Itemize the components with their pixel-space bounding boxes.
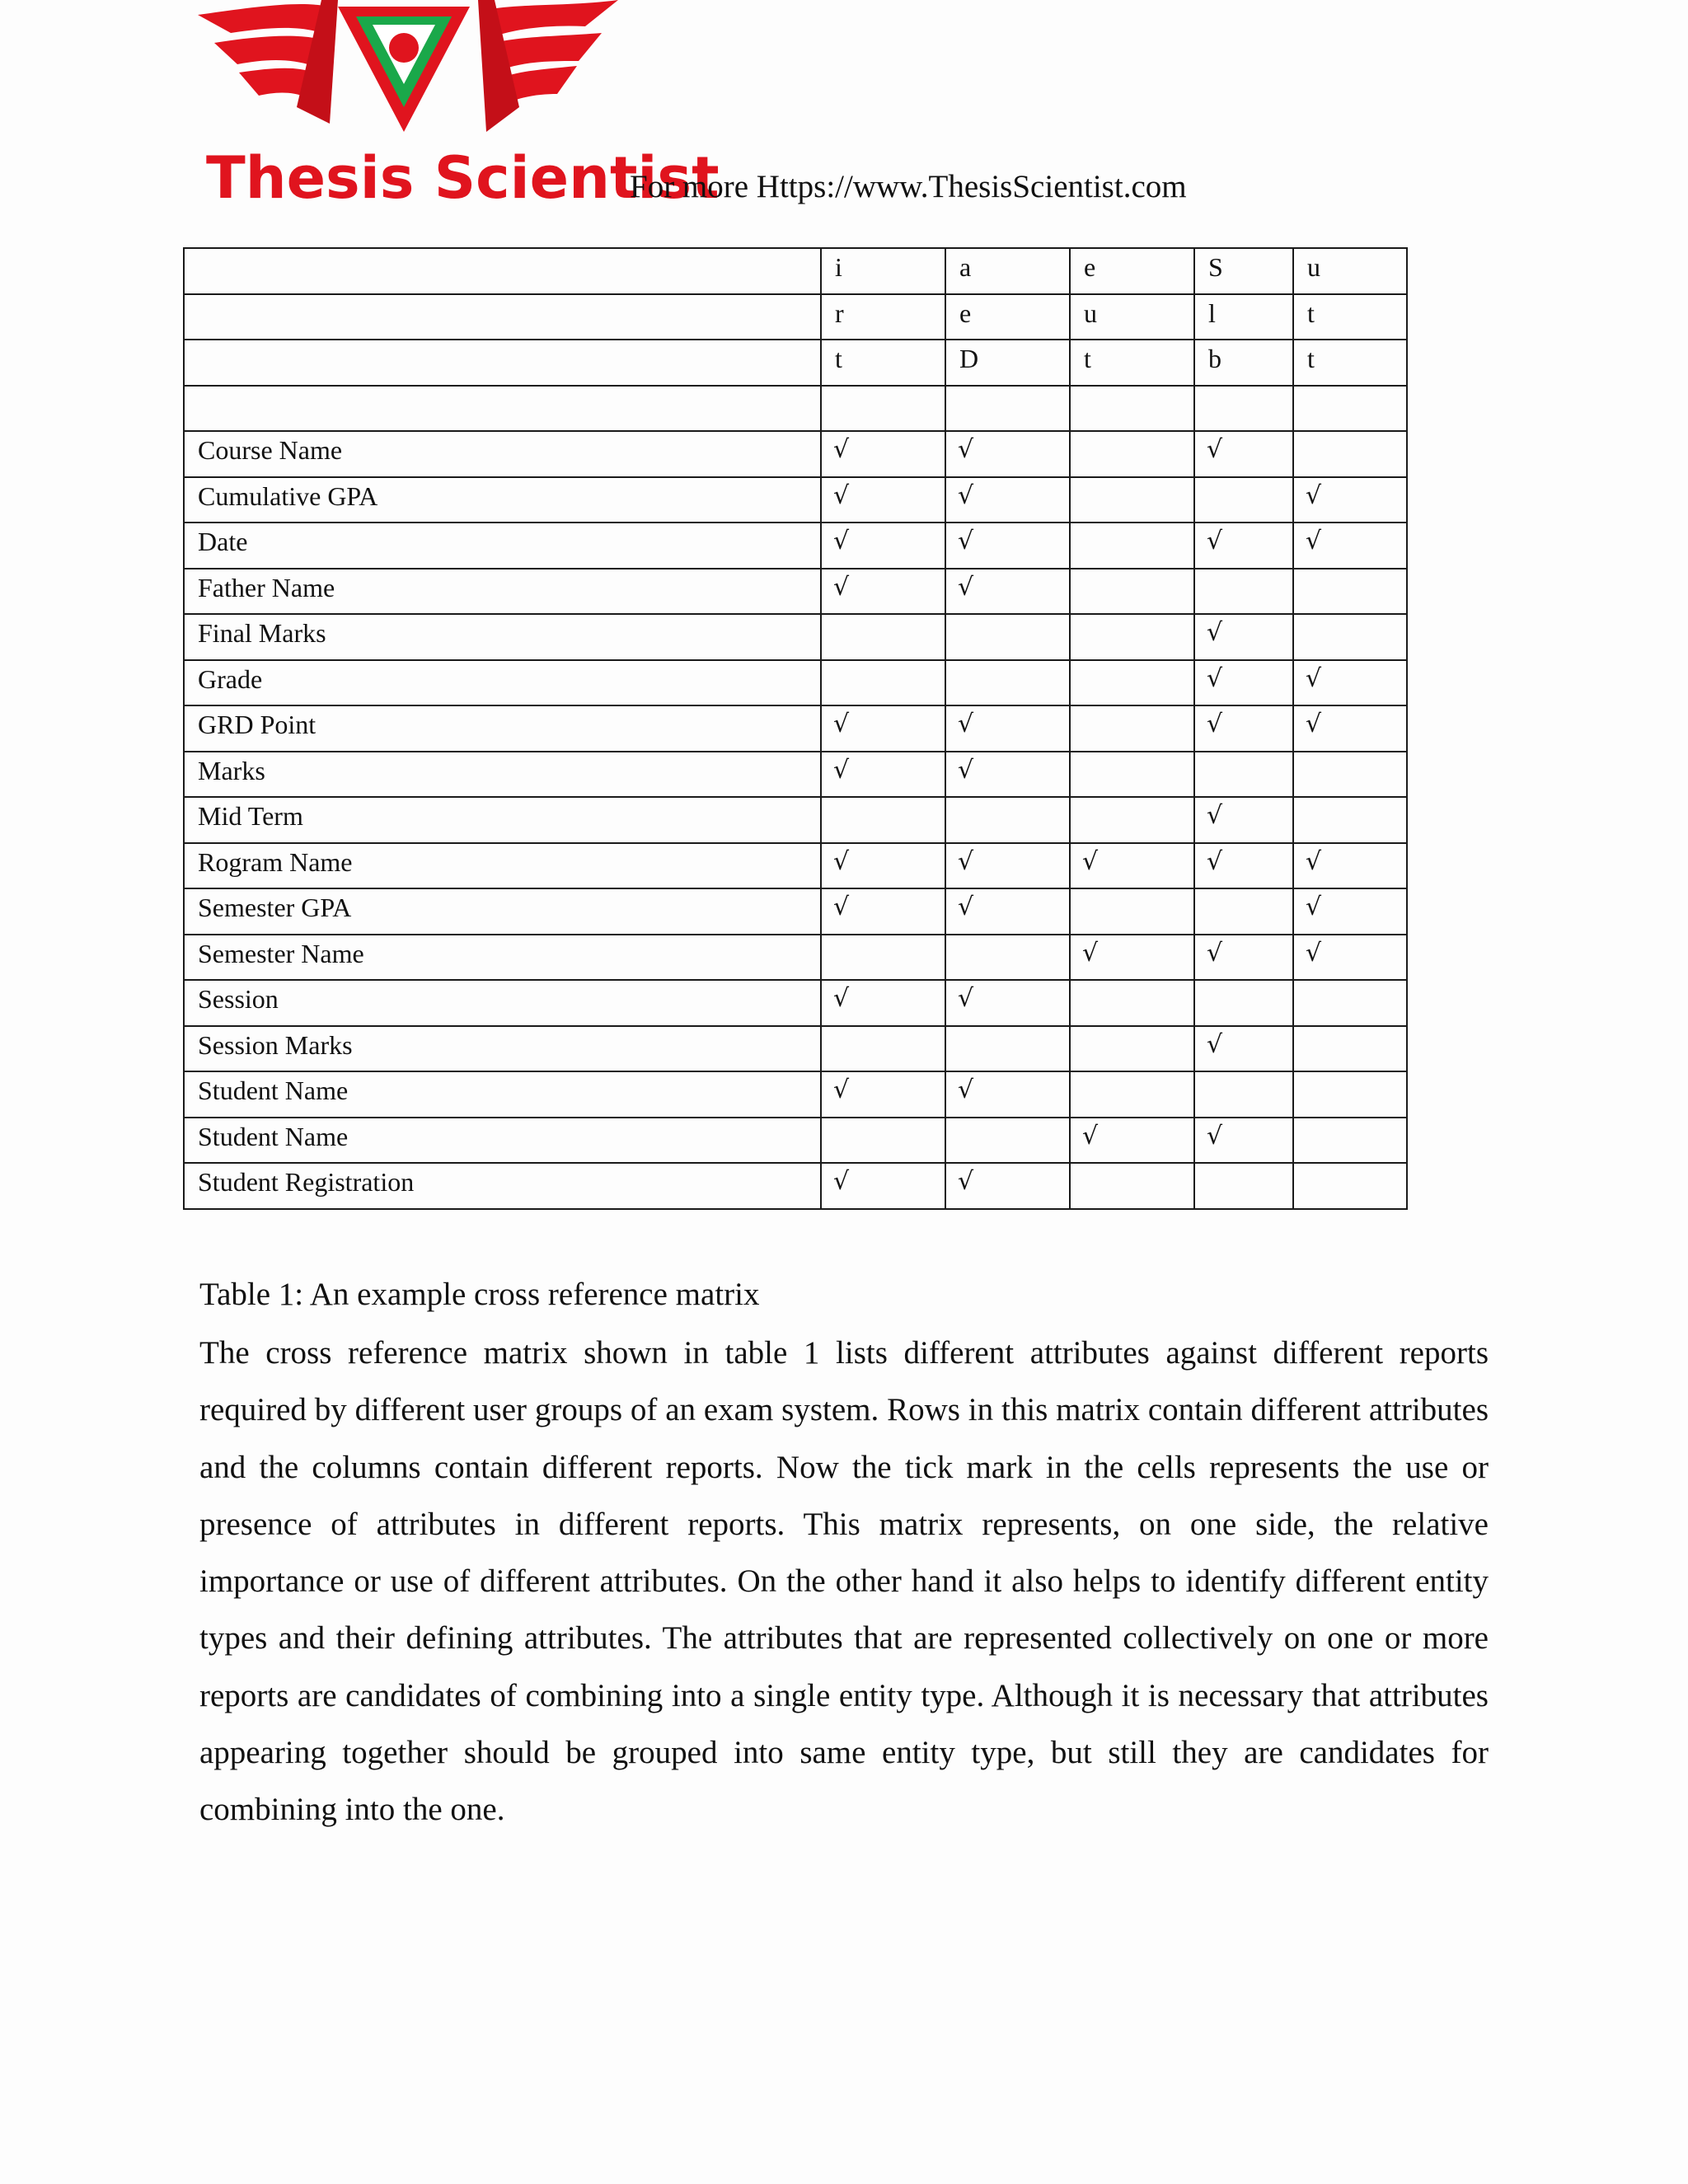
report-header-cell: D (945, 340, 1070, 386)
check-mark-cell: √ (821, 523, 945, 569)
empty-cell (1194, 569, 1293, 615)
check-mark-cell: √ (1194, 843, 1293, 889)
header-cell-empty (184, 340, 821, 386)
report-header-cell (821, 386, 945, 432)
table-row (184, 843, 1407, 889)
check-mark-cell: √ (1293, 935, 1407, 981)
empty-cell (1070, 797, 1194, 843)
check-mark-cell: √ (945, 1163, 1070, 1209)
check-mark-cell: √ (1070, 1118, 1194, 1164)
empty-cell (1070, 1026, 1194, 1072)
thesis-scientist-logo (198, 0, 720, 214)
attribute-cell: Student Name (184, 1071, 821, 1118)
matrix-body (184, 248, 1407, 1209)
table-row (184, 705, 1407, 752)
empty-cell (821, 797, 945, 843)
report-header-cell: t (1293, 294, 1407, 340)
report-header-cell: e (1070, 248, 1194, 294)
check-mark-cell: √ (945, 752, 1070, 798)
cross-reference-matrix (183, 247, 1408, 1210)
check-mark-cell: √ (1070, 935, 1194, 981)
empty-cell (821, 660, 945, 706)
check-mark-cell: √ (821, 888, 945, 935)
check-mark-cell: √ (1194, 1026, 1293, 1072)
report-header-cell: l (1194, 294, 1293, 340)
empty-cell (1070, 431, 1194, 477)
report-header-cell (1293, 386, 1407, 432)
empty-cell (1194, 1071, 1293, 1118)
attribute-cell: Semester GPA (184, 888, 821, 935)
empty-cell (1293, 431, 1407, 477)
empty-cell (1293, 797, 1407, 843)
report-header-cell: S (1194, 248, 1293, 294)
report-header-cell: e (945, 294, 1070, 340)
check-mark-cell: √ (1070, 843, 1194, 889)
report-header-cell: r (821, 294, 945, 340)
logo-graphic (198, 0, 720, 214)
attribute-cell: Rogram Name (184, 843, 821, 889)
attribute-cell: Course Name (184, 431, 821, 477)
table-row (184, 569, 1407, 615)
empty-cell (1293, 752, 1407, 798)
empty-cell (1293, 614, 1407, 660)
table-caption: Table 1: An example cross reference matrix (199, 1277, 760, 1312)
check-mark-cell: √ (945, 431, 1070, 477)
empty-cell (1070, 523, 1194, 569)
empty-cell (945, 614, 1070, 660)
check-mark-cell: √ (821, 1071, 945, 1118)
attribute-cell: Marks (184, 752, 821, 798)
table-row (184, 477, 1407, 523)
empty-cell (1194, 752, 1293, 798)
report-header-cell: i (821, 248, 945, 294)
empty-cell (821, 1026, 945, 1072)
check-mark-cell: √ (821, 752, 945, 798)
header-row (184, 294, 1407, 340)
check-mark-cell: √ (1194, 705, 1293, 752)
report-header-cell: t (821, 340, 945, 386)
empty-cell (821, 1118, 945, 1164)
website-link-text[interactable]: For more Https://www.ThesisScientist.com (630, 169, 1187, 204)
attribute-cell: Session (184, 980, 821, 1026)
logo-wordmark: Thesis Scientist (206, 144, 720, 212)
check-mark-cell: √ (1194, 935, 1293, 981)
report-header-cell: b (1194, 340, 1293, 386)
table-row (184, 980, 1407, 1026)
check-mark-cell: √ (945, 523, 1070, 569)
check-mark-cell: √ (821, 980, 945, 1026)
empty-cell (1293, 1163, 1407, 1209)
header-cell-empty (184, 294, 821, 340)
table-row (184, 1026, 1407, 1072)
empty-cell (945, 1118, 1070, 1164)
table-row (184, 797, 1407, 843)
report-header-cell: t (1293, 340, 1407, 386)
check-mark-cell: √ (945, 569, 1070, 615)
header-row (184, 340, 1407, 386)
empty-cell (1293, 980, 1407, 1026)
table-row (184, 935, 1407, 981)
check-mark-cell: √ (821, 843, 945, 889)
check-mark-cell: √ (945, 1071, 1070, 1118)
check-mark-cell: √ (1293, 523, 1407, 569)
check-mark-cell: √ (1194, 1118, 1293, 1164)
attribute-cell: Student Registration (184, 1163, 821, 1209)
table-row (184, 1163, 1407, 1209)
empty-cell (1070, 980, 1194, 1026)
report-header-cell (1194, 386, 1293, 432)
check-mark-cell: √ (821, 431, 945, 477)
empty-cell (1070, 752, 1194, 798)
attribute-cell: Student Name (184, 1118, 821, 1164)
empty-cell (1070, 888, 1194, 935)
empty-cell (945, 660, 1070, 706)
check-mark-cell: √ (1293, 705, 1407, 752)
header-row (184, 248, 1407, 294)
check-mark-cell: √ (1293, 843, 1407, 889)
empty-cell (821, 935, 945, 981)
attribute-cell: Final Marks (184, 614, 821, 660)
empty-cell (1070, 614, 1194, 660)
empty-cell (1293, 1118, 1407, 1164)
attribute-cell: Father Name (184, 569, 821, 615)
empty-cell (1070, 1163, 1194, 1209)
check-mark-cell: √ (1293, 888, 1407, 935)
check-mark-cell: √ (1293, 660, 1407, 706)
table-row (184, 614, 1407, 660)
attribute-cell: Date (184, 523, 821, 569)
table-row (184, 660, 1407, 706)
empty-cell (1194, 477, 1293, 523)
empty-cell (1070, 660, 1194, 706)
check-mark-cell: √ (1194, 660, 1293, 706)
table-row (184, 752, 1407, 798)
table-row (184, 523, 1407, 569)
empty-cell (1194, 980, 1293, 1026)
report-header-cell: a (945, 248, 1070, 294)
check-mark-cell: √ (821, 569, 945, 615)
attribute-cell: Grade (184, 660, 821, 706)
empty-cell (1194, 888, 1293, 935)
report-header-cell: u (1293, 248, 1407, 294)
check-mark-cell: √ (945, 980, 1070, 1026)
check-mark-cell: √ (1293, 477, 1407, 523)
check-mark-cell: √ (945, 477, 1070, 523)
empty-cell (1070, 1071, 1194, 1118)
empty-cell (1070, 477, 1194, 523)
table-row (184, 1118, 1407, 1164)
check-mark-cell: √ (821, 1163, 945, 1209)
attribute-cell: Mid Term (184, 797, 821, 843)
empty-cell (1293, 1026, 1407, 1072)
attribute-cell: Session Marks (184, 1026, 821, 1072)
attribute-cell: Cumulative GPA (184, 477, 821, 523)
report-header-cell (1070, 386, 1194, 432)
table-row (184, 1071, 1407, 1118)
attribute-cell: GRD Point (184, 705, 821, 752)
check-mark-cell: √ (945, 888, 1070, 935)
check-mark-cell: √ (821, 705, 945, 752)
check-mark-cell: √ (945, 705, 1070, 752)
header-cell-empty (184, 248, 821, 294)
empty-cell (1293, 1071, 1407, 1118)
header-cell-empty (184, 386, 821, 432)
check-mark-cell: √ (1194, 431, 1293, 477)
empty-cell (821, 614, 945, 660)
attribute-cell: Semester Name (184, 935, 821, 981)
check-mark-cell: √ (1194, 523, 1293, 569)
report-header-cell: t (1070, 340, 1194, 386)
check-mark-cell: √ (821, 477, 945, 523)
report-header-cell (945, 386, 1070, 432)
empty-cell (945, 1026, 1070, 1072)
empty-cell (945, 797, 1070, 843)
empty-cell (1070, 705, 1194, 752)
empty-cell (945, 935, 1070, 981)
empty-cell (1070, 569, 1194, 615)
body-paragraph: The cross reference matrix shown in table 1 lists different attributes against different reports required by different user groups of an exam system. Rows in this matrix contain different attributes and the columns contain different reports. Now the tick mark in the cells represents the use or presence of attributes in different reports. This matrix represents, on one side, the relative importance or use of different attributes. On the other hand it also helps to identify different entity types and their defining attributes. The attributes that are represented collectively on one or more reports are candidates of combining into a single entity type. Although it is necessary that attributes appearing together should be grouped into same entity type, but still they are candidates for combining into the one. (199, 1335, 1489, 1828)
check-mark-cell: √ (1194, 614, 1293, 660)
table-row (184, 888, 1407, 935)
check-mark-cell: √ (1194, 797, 1293, 843)
header-row (184, 386, 1407, 432)
empty-cell (1293, 569, 1407, 615)
empty-cell (1194, 1163, 1293, 1209)
check-mark-cell: √ (945, 843, 1070, 889)
report-header-cell: u (1070, 294, 1194, 340)
table-row (184, 431, 1407, 477)
